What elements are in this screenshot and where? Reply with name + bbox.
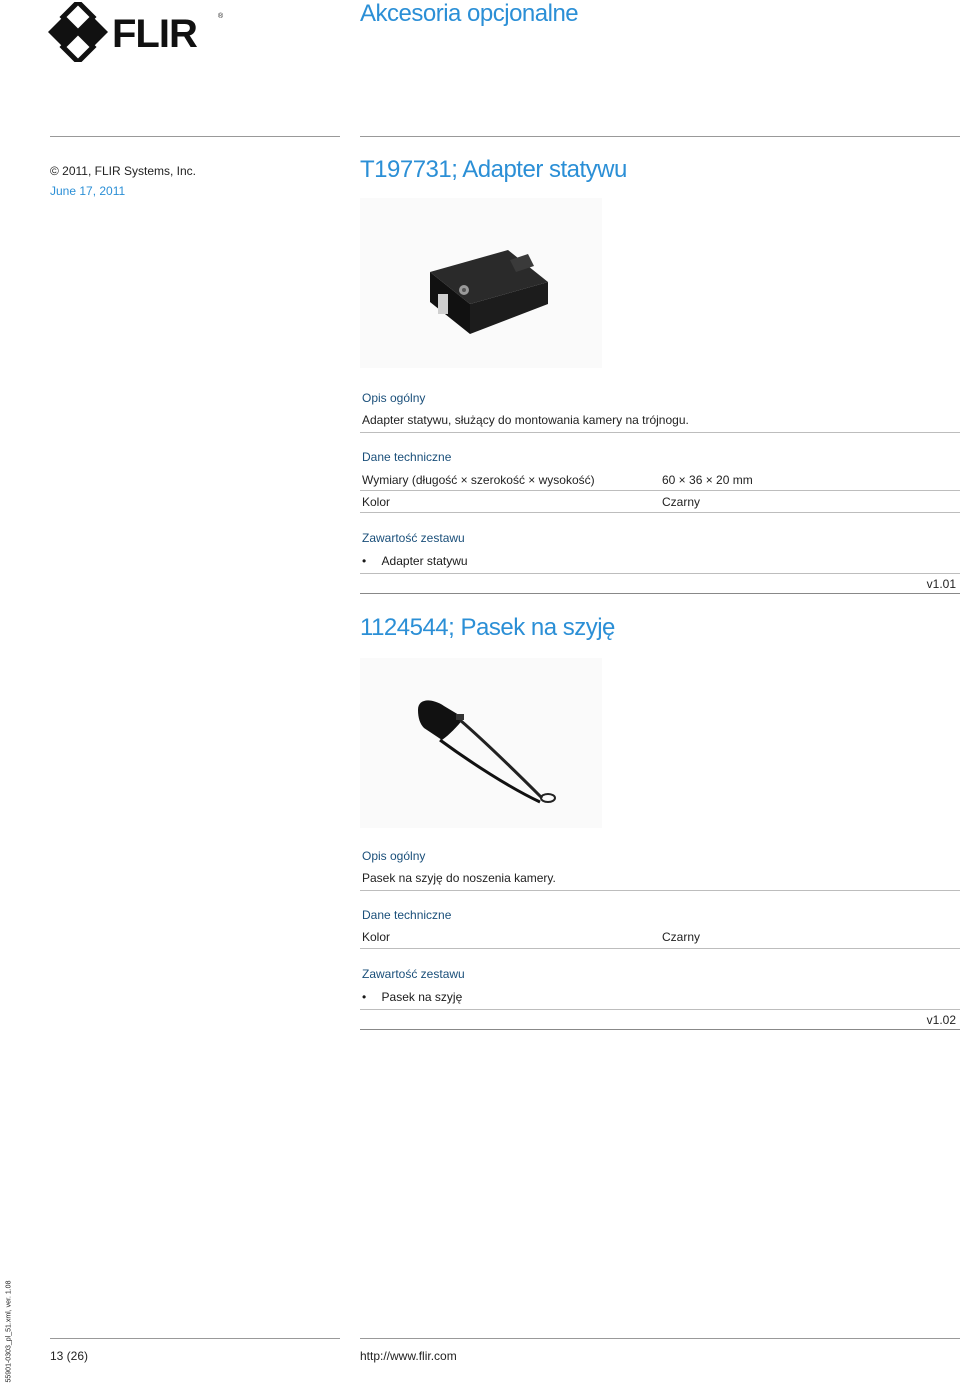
page-number: 13 (26) <box>50 1349 89 1363</box>
divider <box>360 1009 960 1010</box>
website-link[interactable]: http://www.flir.com <box>360 1349 457 1363</box>
svg-text:®: ® <box>218 13 224 20</box>
document-code: 55901-0303_pl_51.xml, ver. 1.08 <box>5 1280 13 1383</box>
version-label: v1.01 <box>926 577 956 591</box>
general-heading: Opis ogólny <box>362 391 426 405</box>
kit-item-label: Adapter statywu <box>381 554 468 568</box>
general-description: Adapter statywu, służący do montowania kamery na trójnogu. <box>362 413 689 427</box>
version-label: v1.02 <box>926 1013 956 1027</box>
kit-item-label: Pasek na szyję <box>381 990 463 1004</box>
bullet-icon: • <box>362 990 367 1004</box>
kit-heading: Zawartość zestawu <box>362 967 465 981</box>
product-title: 1124544; Pasek na szyję <box>360 614 615 641</box>
spec-value-color: Czarny <box>662 930 701 944</box>
publication-date: June 17, 2011 <box>50 184 126 198</box>
divider <box>360 890 960 891</box>
general-description: Pasek na szyję do noszenia kamery. <box>362 871 556 885</box>
table-bottom-divider <box>360 948 960 949</box>
product-title: T197731; Adapter statywu <box>360 156 627 183</box>
divider <box>360 593 960 594</box>
divider <box>360 432 960 433</box>
table-row-divider <box>360 490 960 491</box>
list-item <box>362 990 462 1004</box>
tripod-adapter-photo <box>360 198 602 368</box>
spec-label-color: Kolor <box>362 495 391 509</box>
flir-logo <box>48 2 228 62</box>
divider <box>360 1029 960 1030</box>
general-heading: Opis ogólny <box>362 849 426 863</box>
tech-heading: Dane techniczne <box>362 908 452 922</box>
table-bottom-divider <box>360 512 960 513</box>
page-header-title: Akcesoria opcjonalne <box>360 0 579 27</box>
logo-wordmark: FLIR <box>112 12 197 56</box>
top-rule-left <box>50 136 340 137</box>
tech-heading: Dane techniczne <box>362 450 452 464</box>
list-item <box>362 554 468 568</box>
divider <box>360 573 960 574</box>
spec-label-color: Kolor <box>362 930 391 944</box>
neck-strap-photo <box>360 658 602 828</box>
top-rule-right <box>360 136 960 137</box>
footer-rule-right <box>360 1338 960 1339</box>
footer-rule-left <box>50 1338 340 1339</box>
kit-heading: Zawartość zestawu <box>362 531 465 545</box>
spec-value-color: Czarny <box>662 495 701 509</box>
copyright: © 2011, FLIR Systems, Inc. <box>50 164 197 178</box>
bullet-icon: • <box>362 554 367 568</box>
spec-value-dimensions: 60 × 36 × 20 mm <box>662 473 753 487</box>
spec-label-dimensions: Wymiary (długość × szerokość × wysokość) <box>362 473 595 487</box>
